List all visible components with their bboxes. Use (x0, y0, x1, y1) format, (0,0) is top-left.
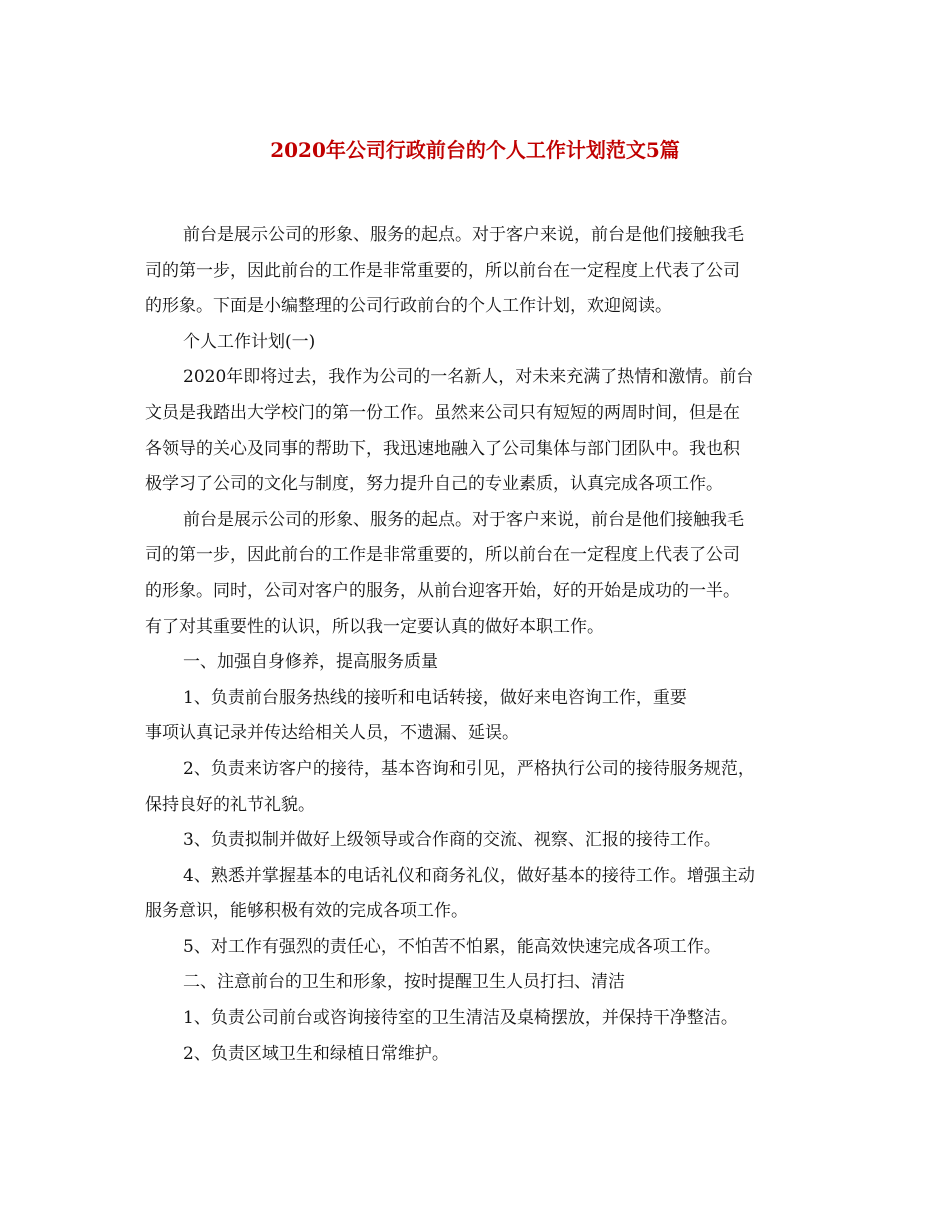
paragraph-line: 2、负责区域卫生和绿植日常维护。 (183, 1043, 449, 1064)
document-title: 2020年公司行政前台的个人工作计划范文5篇 (270, 138, 680, 162)
body-paragraph (145, 325, 811, 361)
paragraph-line: 5、对工作有强烈的责任心，不怕苦不怕累，能高效快速完成各项工作。 (183, 936, 721, 957)
paragraph-line: 二、注意前台的卫生和形象，按时提醒卫生人员打扫、清洁 (183, 972, 625, 993)
body-paragraph (145, 503, 811, 645)
paragraph-line: 文员是我踏出大学校门的第一份工作。虽然来公司只有短短的两周时间，但是在 (145, 402, 740, 423)
body-paragraph (145, 645, 811, 681)
paragraph-line: 一、加强自身修养，提高服务质量 (183, 652, 438, 673)
paragraph-line: 司的第一步，因此前台的工作是非常重要的，所以前台在一定程度上代表了公司 (145, 260, 740, 281)
document-body (145, 218, 811, 1072)
paragraph-line: 有了对其重要性的认识，所以我一定要认真的做好本职工作。 (145, 616, 604, 637)
paragraph-line: 司的第一步，因此前台的工作是非常重要的，所以前台在一定程度上代表了公司 (145, 545, 740, 566)
paragraph-line: 个人工作计划(一) (183, 331, 316, 352)
paragraph-line: 3、负责拟制并做好上级领导或合作商的交流、视察、汇报的接待工作。 (183, 830, 721, 851)
paragraph-line: 前台是展示公司的形象、服务的起点。对于客户来说，前台是他们接触我毛 (183, 509, 744, 530)
body-paragraph (145, 218, 811, 325)
paragraph-line: 1、负责前台服务热线的接听和电话转接，做好来电咨询工作，重要 (183, 687, 687, 708)
paragraph-line: 4、熟悉并掌握基本的电话礼仪和商务礼仪，做好基本的接待工作。增强主动 (183, 865, 755, 886)
paragraph-line: 保持良好的礼节礼貌。 (145, 794, 315, 815)
paragraph-line: 2020年即将过去，我作为公司的一名新人，对未来充满了热情和激情。前台 (183, 367, 754, 388)
paragraph-line: 的形象。同时，公司对客户的服务，从前台迎客开始，好的开始是成功的一半。 (145, 580, 740, 601)
body-paragraph (145, 930, 811, 966)
body-paragraph (145, 681, 811, 752)
body-paragraph (145, 1037, 811, 1073)
paragraph-line: 服务意识，能够积极有效的完成各项工作。 (145, 901, 468, 922)
body-paragraph (145, 1001, 811, 1037)
body-paragraph (145, 965, 811, 1001)
body-paragraph (145, 360, 811, 502)
paragraph-line: 前台是展示公司的形象、服务的起点。对于客户来说，前台是他们接触我毛 (183, 225, 744, 245)
body-paragraph (145, 859, 811, 930)
body-paragraph (145, 752, 811, 823)
paragraph-line: 事项认真记录并传达给相关人员，不遗漏、延误。 (145, 723, 519, 744)
paragraph-line: 各领导的关心及同事的帮助下，我迅速地融入了公司集体与部门团队中。我也积 (145, 438, 740, 459)
body-paragraph (145, 823, 811, 859)
paragraph-line: 的形象。下面是小编整理的公司行政前台的个人工作计划，欢迎阅读。 (145, 296, 672, 317)
paragraph-line: 极学习了公司的文化与制度，努力提升自己的专业素质，认真完成各项工作。 (145, 474, 723, 495)
paragraph-line: 2、负责来访客户的接待，基本咨询和引见，严格执行公司的接待服务规范， (183, 758, 755, 779)
paragraph-line: 1、负责公司前台或咨询接待室的卫生清洁及桌椅摆放，并保持干净整洁。 (183, 1008, 738, 1029)
